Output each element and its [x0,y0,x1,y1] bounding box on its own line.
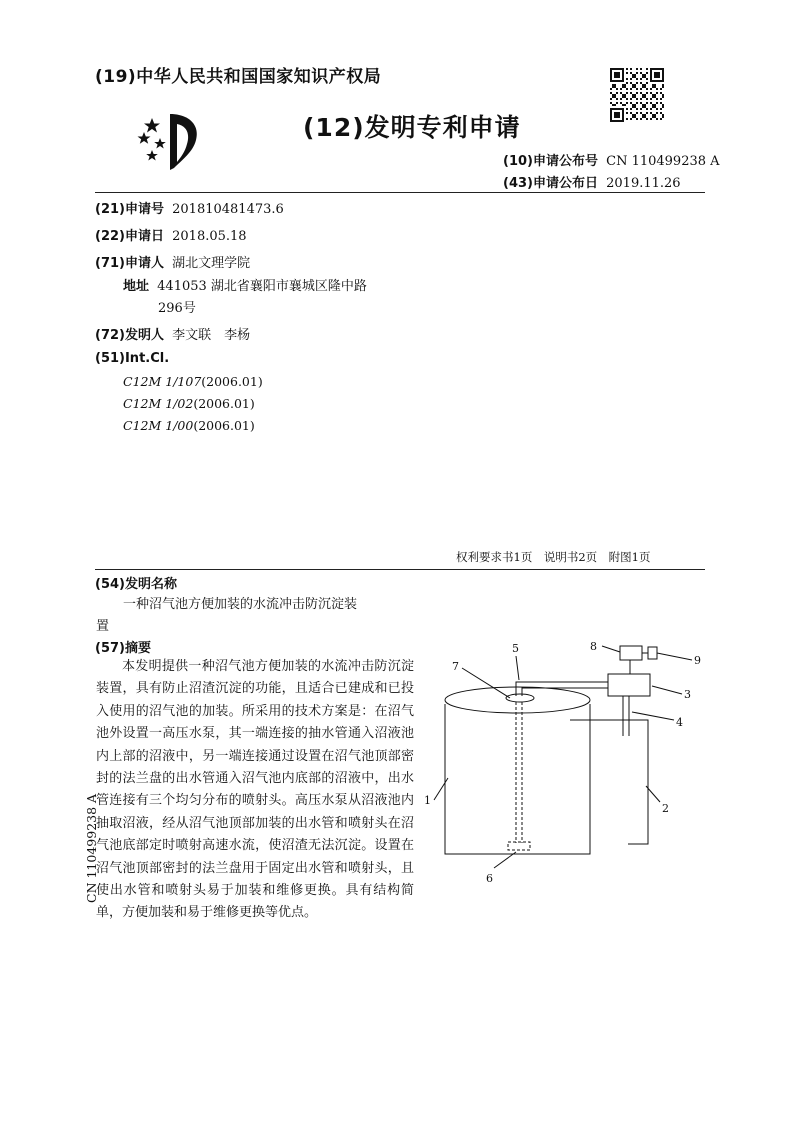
ipc-version: (2006.01) [193,418,255,433]
applicant-name: 湖北文理学院 [172,256,251,271]
publication-date: 2019.11.26 [606,176,681,191]
abstract-text: 本发明提供一种沼气池方便加装的水流冲击防沉淀装置，具有防止沼渣沉淀的功能，且适合已建成和已投入使用的沼气池的加装。所采用的技术方案是：在沼气池外设置一高压水泵，其一端连接的抽水管通入沼液池内上部的沼液中，另一端连接通过设置在沼气池顶部密封的法兰盘的出水管通入沼气池内底部的沼液中，出水管连接有三个均匀分布的喷射头。高压水泵从沼液池内抽取沼液，经从沼气池顶部加装的出水管和喷射头在沼气池底部定时喷射高速水流，使沼渣无法沉淀。设置在沼气池顶部密封的法兰盘用于固定出水管和喷射头，且使出水管和喷射头易于加装和维修更换。具有结构简单，方便加装和易于维修更换等优点。 [96,659,414,921]
address-line2: 296号 [158,301,196,316]
applicant-label: (71)申请人 [95,256,164,271]
figure-drawing [434,646,692,868]
ipc-code: C12M 1/02 [123,396,194,411]
office-name: (19)中华人民共和国国家知识产权局 [95,67,382,87]
publication-number: CN 110499238 A [606,154,720,169]
inventor-names: 李文联 李杨 [172,328,251,343]
qr-code-icon [610,68,664,122]
publication-number-row [503,150,720,169]
device-figure [420,638,710,888]
application-number: 201810481473.6 [172,202,284,217]
invention-title-line1: 一种沼气池方便加装的水流冲击防沉淀装 [123,597,358,612]
address-label: 地址 [123,279,150,294]
application-date-row [95,225,247,244]
invention-title-label: (54)发明名称 [95,577,177,592]
application-date-label: (22)申请日 [95,229,164,244]
figure-label-9: 9 [694,654,701,667]
ipc-code: C12M 1/107 [123,374,202,389]
page-count-info: 权利要求书1页 说明书2页 附图1页 [456,550,651,564]
side-publication-number: CN 110499238 A [84,793,99,903]
inventor-label: (72)发明人 [95,328,164,343]
publication-number-label: (10)申请公布号 [503,154,598,169]
ipc-label: (51)Int.Cl. [95,351,170,366]
figure-label-6: 6 [486,872,493,885]
document-type-title: (12)发明专利申请 [303,113,521,142]
ipc-version: (2006.01) [193,396,255,411]
cnipa-logo-icon [130,110,210,174]
header-divider [95,192,705,193]
application-date: 2018.05.18 [172,229,247,244]
figure-label-1: 1 [424,794,431,807]
ipc-entry [123,396,255,411]
ipc-entry [123,418,255,433]
figure-label-4: 4 [676,716,683,729]
abstract-label: (57)摘要 [95,641,151,656]
section-divider [95,569,705,570]
application-number-label: (21)申请号 [95,202,164,217]
publication-date-label: (43)申请公布日 [503,176,598,191]
figure-label-7: 7 [452,660,459,673]
figure-label-8: 8 [590,640,597,653]
applicant-row [95,252,250,271]
figure-label-5: 5 [512,642,519,655]
address-row [123,275,367,294]
ipc-version: (2006.01) [201,374,263,389]
inventor-row [95,324,250,343]
application-number-row [95,198,284,217]
publication-date-row [503,172,681,191]
ipc-code: C12M 1/00 [123,418,194,433]
invention-title-line2: 置 [96,619,110,634]
figure-labels [424,640,701,885]
figure-label-2: 2 [662,802,669,815]
address-line1: 441053 湖北省襄阳市襄城区隆中路 [157,279,367,294]
figure-label-3: 3 [684,688,691,701]
ipc-entry [123,374,263,389]
